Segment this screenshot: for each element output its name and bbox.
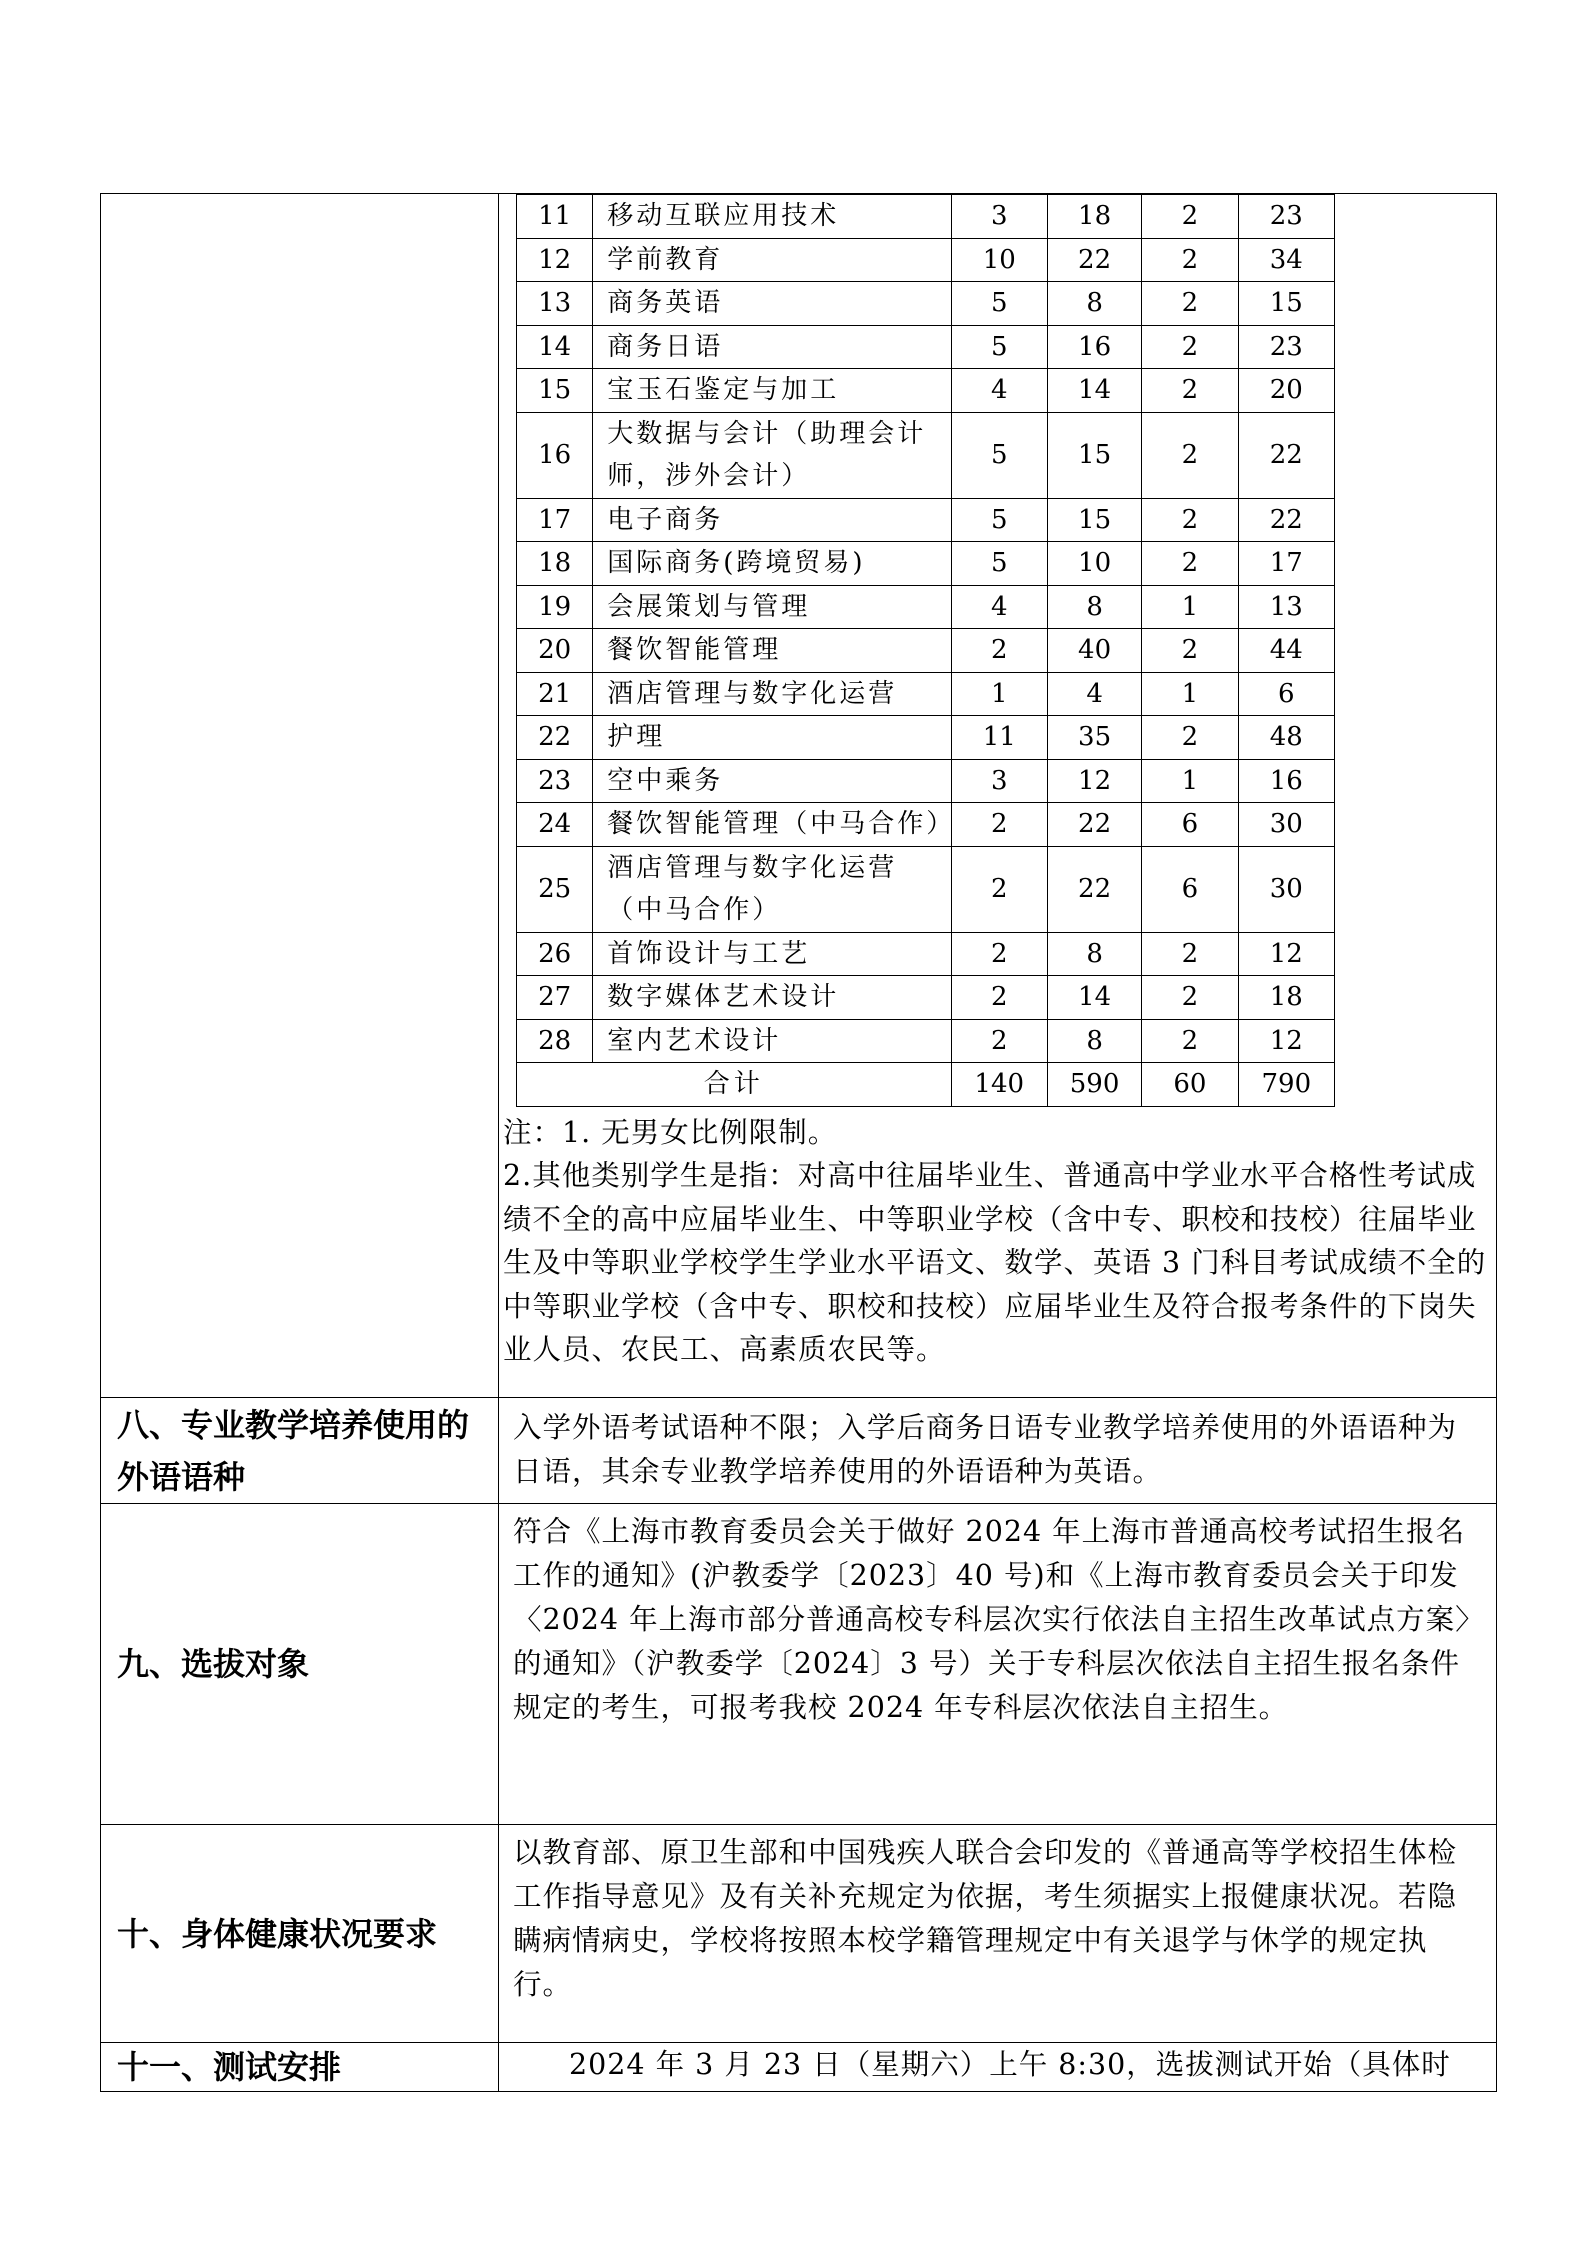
count-b: 8 — [1047, 282, 1141, 326]
count-a: 2 — [951, 1019, 1047, 1063]
row-total: 12 — [1238, 1019, 1334, 1063]
count-c: 2 — [1142, 716, 1238, 760]
major-name: 空中乘务 — [593, 759, 951, 803]
count-c: 1 — [1142, 585, 1238, 629]
row-number: 22 — [517, 716, 593, 760]
major-name: 酒店管理与数字化运营（中马合作） — [593, 846, 951, 932]
count-b: 35 — [1047, 716, 1141, 760]
row-total: 18 — [1238, 976, 1334, 1020]
row-total: 17 — [1238, 542, 1334, 586]
row-number: 28 — [517, 1019, 593, 1063]
major-name: 室内艺术设计 — [593, 1019, 951, 1063]
count-c: 2 — [1142, 412, 1238, 498]
count-c: 2 — [1142, 932, 1238, 976]
count-a: 4 — [951, 369, 1047, 413]
count-a: 10 — [951, 238, 1047, 282]
count-a: 5 — [951, 542, 1047, 586]
table-row — [517, 629, 1335, 673]
count-a: 5 — [951, 412, 1047, 498]
count-a: 2 — [951, 976, 1047, 1020]
row-total: 23 — [1238, 195, 1334, 239]
count-c: 2 — [1142, 369, 1238, 413]
table-row — [517, 282, 1335, 326]
count-a: 1 — [951, 672, 1047, 716]
count-a: 3 — [951, 195, 1047, 239]
major-name: 学前教育 — [593, 238, 951, 282]
row-total: 20 — [1238, 369, 1334, 413]
major-name: 电子商务 — [593, 498, 951, 542]
row-total: 48 — [1238, 716, 1334, 760]
count-b: 10 — [1047, 542, 1141, 586]
count-c: 2 — [1142, 629, 1238, 673]
row-number: 12 — [517, 238, 593, 282]
count-a: 2 — [951, 629, 1047, 673]
count-c: 2 — [1142, 542, 1238, 586]
table-row — [517, 369, 1335, 413]
major-name: 首饰设计与工艺 — [593, 932, 951, 976]
row-total: 44 — [1238, 629, 1334, 673]
table-row — [517, 976, 1335, 1020]
count-b: 22 — [1047, 238, 1141, 282]
count-a: 5 — [951, 498, 1047, 542]
count-a: 3 — [951, 759, 1047, 803]
count-a: 2 — [951, 932, 1047, 976]
count-c: 2 — [1142, 325, 1238, 369]
major-name: 餐饮智能管理（中马合作） — [593, 803, 951, 847]
count-c: 2 — [1142, 282, 1238, 326]
section-11-text: 2024 年 3 月 23 日（星期六）上午 8:30，选拔测试开始（具体时 — [569, 2048, 1451, 2082]
table-row — [517, 585, 1335, 629]
section-10-label: 十、身体健康状况要求 — [101, 1825, 499, 2043]
count-b: 18 — [1047, 195, 1141, 239]
row-total: 16 — [1238, 759, 1334, 803]
row-number: 13 — [517, 282, 593, 326]
row-total: 15 — [1238, 282, 1334, 326]
count-c: 2 — [1142, 195, 1238, 239]
row-total: 23 — [1238, 325, 1334, 369]
empty-label-cell — [101, 194, 499, 1398]
row-number: 24 — [517, 803, 593, 847]
major-name: 会展策划与管理 — [593, 585, 951, 629]
count-b: 22 — [1047, 846, 1141, 932]
count-b: 16 — [1047, 325, 1141, 369]
row-number: 14 — [517, 325, 593, 369]
row-total: 13 — [1238, 585, 1334, 629]
count-b: 14 — [1047, 369, 1141, 413]
count-b: 40 — [1047, 629, 1141, 673]
count-b: 12 — [1047, 759, 1141, 803]
row-number: 23 — [517, 759, 593, 803]
row-number: 17 — [517, 498, 593, 542]
notes — [499, 1107, 1496, 1380]
total-a: 140 — [951, 1063, 1047, 1107]
count-a: 11 — [951, 716, 1047, 760]
count-c: 6 — [1142, 803, 1238, 847]
count-a: 2 — [951, 846, 1047, 932]
major-name: 宝玉石鉴定与加工 — [593, 369, 951, 413]
row-number: 15 — [517, 369, 593, 413]
section-8-label: 八、专业教学培养使用的外语语种 — [101, 1397, 499, 1504]
row-total: 30 — [1238, 803, 1334, 847]
row-total: 34 — [1238, 238, 1334, 282]
major-name: 国际商务(跨境贸易) — [593, 542, 951, 586]
row-total: 12 — [1238, 932, 1334, 976]
section-9-label: 九、选拔对象 — [101, 1504, 499, 1825]
major-name: 移动互联应用技术 — [593, 195, 951, 239]
row-number: 20 — [517, 629, 593, 673]
row-number: 27 — [517, 976, 593, 1020]
note-2: 2.其他类别学生是指：对高中往届毕业生、普通高中学业水平合格性考试成绩不全的高中应届毕业生、中等职业学校（含中专、职校和技校）往届毕业生及中等职业学校学生学业水平语文、数学、英语 3 门科目考试成绩不全的中等职业学校（含中专、职校和技校）应届毕业生及符合报考条件的下岗失业人员、农民工、高素质农民等。 — [503, 1159, 1487, 1366]
table-row — [517, 716, 1335, 760]
major-name: 护理 — [593, 716, 951, 760]
document-outer-table — [100, 193, 1497, 2092]
count-b: 14 — [1047, 976, 1141, 1020]
table-row — [517, 542, 1335, 586]
row-number: 21 — [517, 672, 593, 716]
section-10-content — [499, 1825, 1497, 2043]
row-total: 22 — [1238, 412, 1334, 498]
count-a: 4 — [951, 585, 1047, 629]
count-a: 5 — [951, 325, 1047, 369]
row-number: 18 — [517, 542, 593, 586]
row-number: 26 — [517, 932, 593, 976]
table-row — [517, 932, 1335, 976]
table-row — [517, 412, 1335, 498]
count-b: 15 — [1047, 498, 1141, 542]
section-11-label: 十一、测试安排 — [101, 2043, 499, 2092]
note-1: 注：1. 无男女比例限制。 — [503, 1115, 838, 1149]
major-name: 大数据与会计（助理会计师，涉外会计） — [593, 412, 951, 498]
count-c: 6 — [1142, 846, 1238, 932]
row-number: 16 — [517, 412, 593, 498]
table-row — [517, 498, 1335, 542]
count-b: 8 — [1047, 1019, 1141, 1063]
count-b: 8 — [1047, 932, 1141, 976]
count-c: 2 — [1142, 1019, 1238, 1063]
count-a: 2 — [951, 803, 1047, 847]
row-number: 11 — [517, 195, 593, 239]
section-8-text: 入学外语考试语种不限；入学后商务日语专业教学培养使用的外语语种为日语，其余专业教学培养使用的外语语种为英语。 — [513, 1410, 1458, 1488]
total-row — [517, 1063, 1335, 1107]
row-number: 19 — [517, 585, 593, 629]
count-b: 8 — [1047, 585, 1141, 629]
count-b: 22 — [1047, 803, 1141, 847]
count-c: 2 — [1142, 976, 1238, 1020]
total-c: 60 — [1142, 1063, 1238, 1107]
major-name: 商务英语 — [593, 282, 951, 326]
enrollment-cell — [499, 194, 1497, 1398]
row-total: 22 — [1238, 498, 1334, 542]
major-name: 数字媒体艺术设计 — [593, 976, 951, 1020]
section-9-text: 符合《上海市教育委员会关于做好 2024 年上海市普通高校考试招生报名工作的通知》(沪教委学〔2023〕40 号)和《上海市教育委员会关于印发〈2024 年上海市部分普通高校专科层次实行依法自主招生改革试点方案〉的通知》（沪教委学〔2024〕3 号）关于专科层次依法自主招生报名条件规定的考生，可报考我校 2024 年专科层次依法自主招生。 — [513, 1515, 1471, 1725]
section-8-content — [499, 1397, 1497, 1504]
major-name: 商务日语 — [593, 325, 951, 369]
section-11-content — [499, 2043, 1497, 2092]
count-c: 1 — [1142, 759, 1238, 803]
row-total: 30 — [1238, 846, 1334, 932]
count-a: 5 — [951, 282, 1047, 326]
count-c: 2 — [1142, 238, 1238, 282]
count-c: 1 — [1142, 672, 1238, 716]
row-number: 25 — [517, 846, 593, 932]
enrollment-plan-table — [516, 194, 1335, 1107]
section-9-content — [499, 1504, 1497, 1825]
count-b: 15 — [1047, 412, 1141, 498]
table-row — [517, 672, 1335, 716]
count-b: 4 — [1047, 672, 1141, 716]
table-row — [517, 1019, 1335, 1063]
total-sum: 790 — [1238, 1063, 1334, 1107]
section-10-text: 以教育部、原卫生部和中国残疾人联合会印发的《普通高等学校招生体检工作指导意见》及有关补充规定为依据，考生须据实上报健康状况。若隐瞒病情病史，学校将按照本校学籍管理规定中有关退学与休学的规定执行。 — [513, 1836, 1458, 2002]
table-row — [517, 803, 1335, 847]
table-row — [517, 195, 1335, 239]
count-c: 2 — [1142, 498, 1238, 542]
table-row — [517, 238, 1335, 282]
table-row — [517, 325, 1335, 369]
table-row — [517, 759, 1335, 803]
total-b: 590 — [1047, 1063, 1141, 1107]
major-name: 餐饮智能管理 — [593, 629, 951, 673]
table-row — [517, 846, 1335, 932]
row-total: 6 — [1238, 672, 1334, 716]
total-label: 合计 — [517, 1063, 952, 1107]
major-name: 酒店管理与数字化运营 — [593, 672, 951, 716]
